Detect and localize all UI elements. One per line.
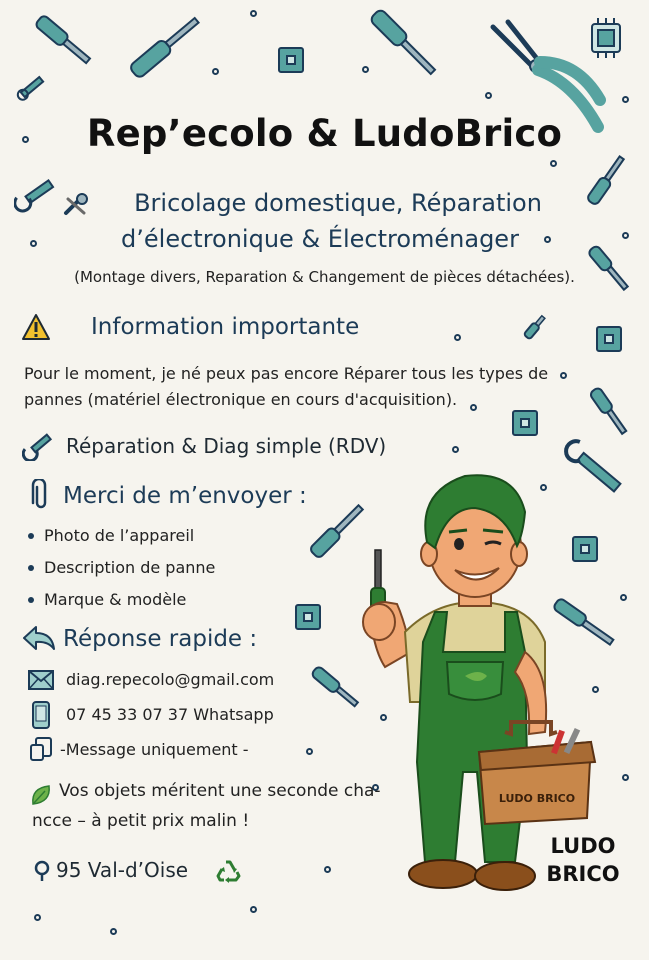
brand-label (543, 832, 623, 888)
subtitle (60, 185, 580, 257)
phone-text[interactable]: 07 45 33 07 37 Whatsapp (66, 705, 274, 724)
service-label: Réparation & Diag simple (RDV) (66, 434, 387, 458)
chip-icon (512, 410, 538, 436)
decorative-dot (550, 160, 557, 167)
decorative-dot (250, 906, 257, 913)
decorative-dot (324, 866, 331, 873)
list-item: Marque & modèle (24, 586, 215, 618)
decorative-dot (30, 240, 37, 247)
phone-icon (32, 701, 50, 729)
notice-text: Pour le moment, je né peux pas encore Réparer tous les types de pannes (matériel électronique en cours d'acquisition). (24, 364, 549, 409)
notice-heading: Information importante (91, 314, 360, 340)
recycle-icon (216, 858, 242, 884)
decorative-dot (454, 334, 461, 341)
send-list (24, 522, 215, 618)
screwdriver-icon (116, 6, 216, 86)
decorative-dot (110, 928, 117, 935)
mail-icon (28, 670, 54, 690)
wrench-icon (14, 174, 58, 214)
subtitle-line1: Bricolage domestique, Réparation (134, 189, 542, 217)
decorative-dot (485, 92, 492, 99)
decorative-dot (306, 748, 313, 755)
message-icon (30, 737, 52, 761)
decorative-dot (362, 66, 369, 73)
wrench-icon (14, 72, 50, 102)
message-only-text: -Message uniquement - (60, 740, 249, 759)
decorative-dot (620, 594, 627, 601)
list-item: Description de panne (24, 554, 215, 586)
location-pin-icon (34, 860, 50, 882)
slogan-line1: Vos objets méritent une seconde cha- (59, 781, 381, 801)
subtitle-line2: d’électronique & Électroménager (121, 225, 519, 253)
decorative-dot (250, 10, 257, 17)
decorative-dot (212, 68, 219, 75)
warning-icon (21, 313, 51, 341)
chip-icon (295, 604, 321, 630)
decorative-dot (622, 96, 629, 103)
screwdriver-icon (520, 312, 550, 342)
screwdriver-icon (22, 2, 102, 77)
chip-icon (586, 18, 626, 58)
page-title: Rep’ecolo & LudoBrico (86, 112, 563, 155)
list-item: Photo de l’appareil (24, 522, 215, 554)
subtitle-note: (Montage divers, Reparation & Changement de pièces détachées). (74, 268, 575, 286)
chip-icon (596, 326, 622, 352)
decorative-dot (34, 914, 41, 921)
wrench-icon (22, 431, 54, 461)
chip-icon (278, 47, 304, 73)
decorative-dot (452, 446, 459, 453)
slogan-line2: ncce – à petit prix malin ! (32, 811, 250, 831)
screwdriver-icon (578, 145, 638, 215)
decorative-dot (622, 774, 629, 781)
paperclip-icon (30, 479, 52, 511)
brand-line2: BRICO (546, 862, 620, 886)
decorative-dot (622, 232, 629, 239)
location-text: 95 Val-d’Oise (56, 858, 189, 882)
reply-heading: Réponse rapide : (63, 626, 258, 652)
send-heading: Merci de m’envoyer : (63, 483, 307, 509)
brand-line1: LUDO (550, 834, 616, 858)
screwdriver-icon (356, 0, 456, 90)
toolbox-label: LUDO BRICO (498, 792, 576, 805)
email-text[interactable]: diag.repecolo@gmail.com (66, 670, 275, 689)
reply-arrow-icon (22, 625, 56, 651)
